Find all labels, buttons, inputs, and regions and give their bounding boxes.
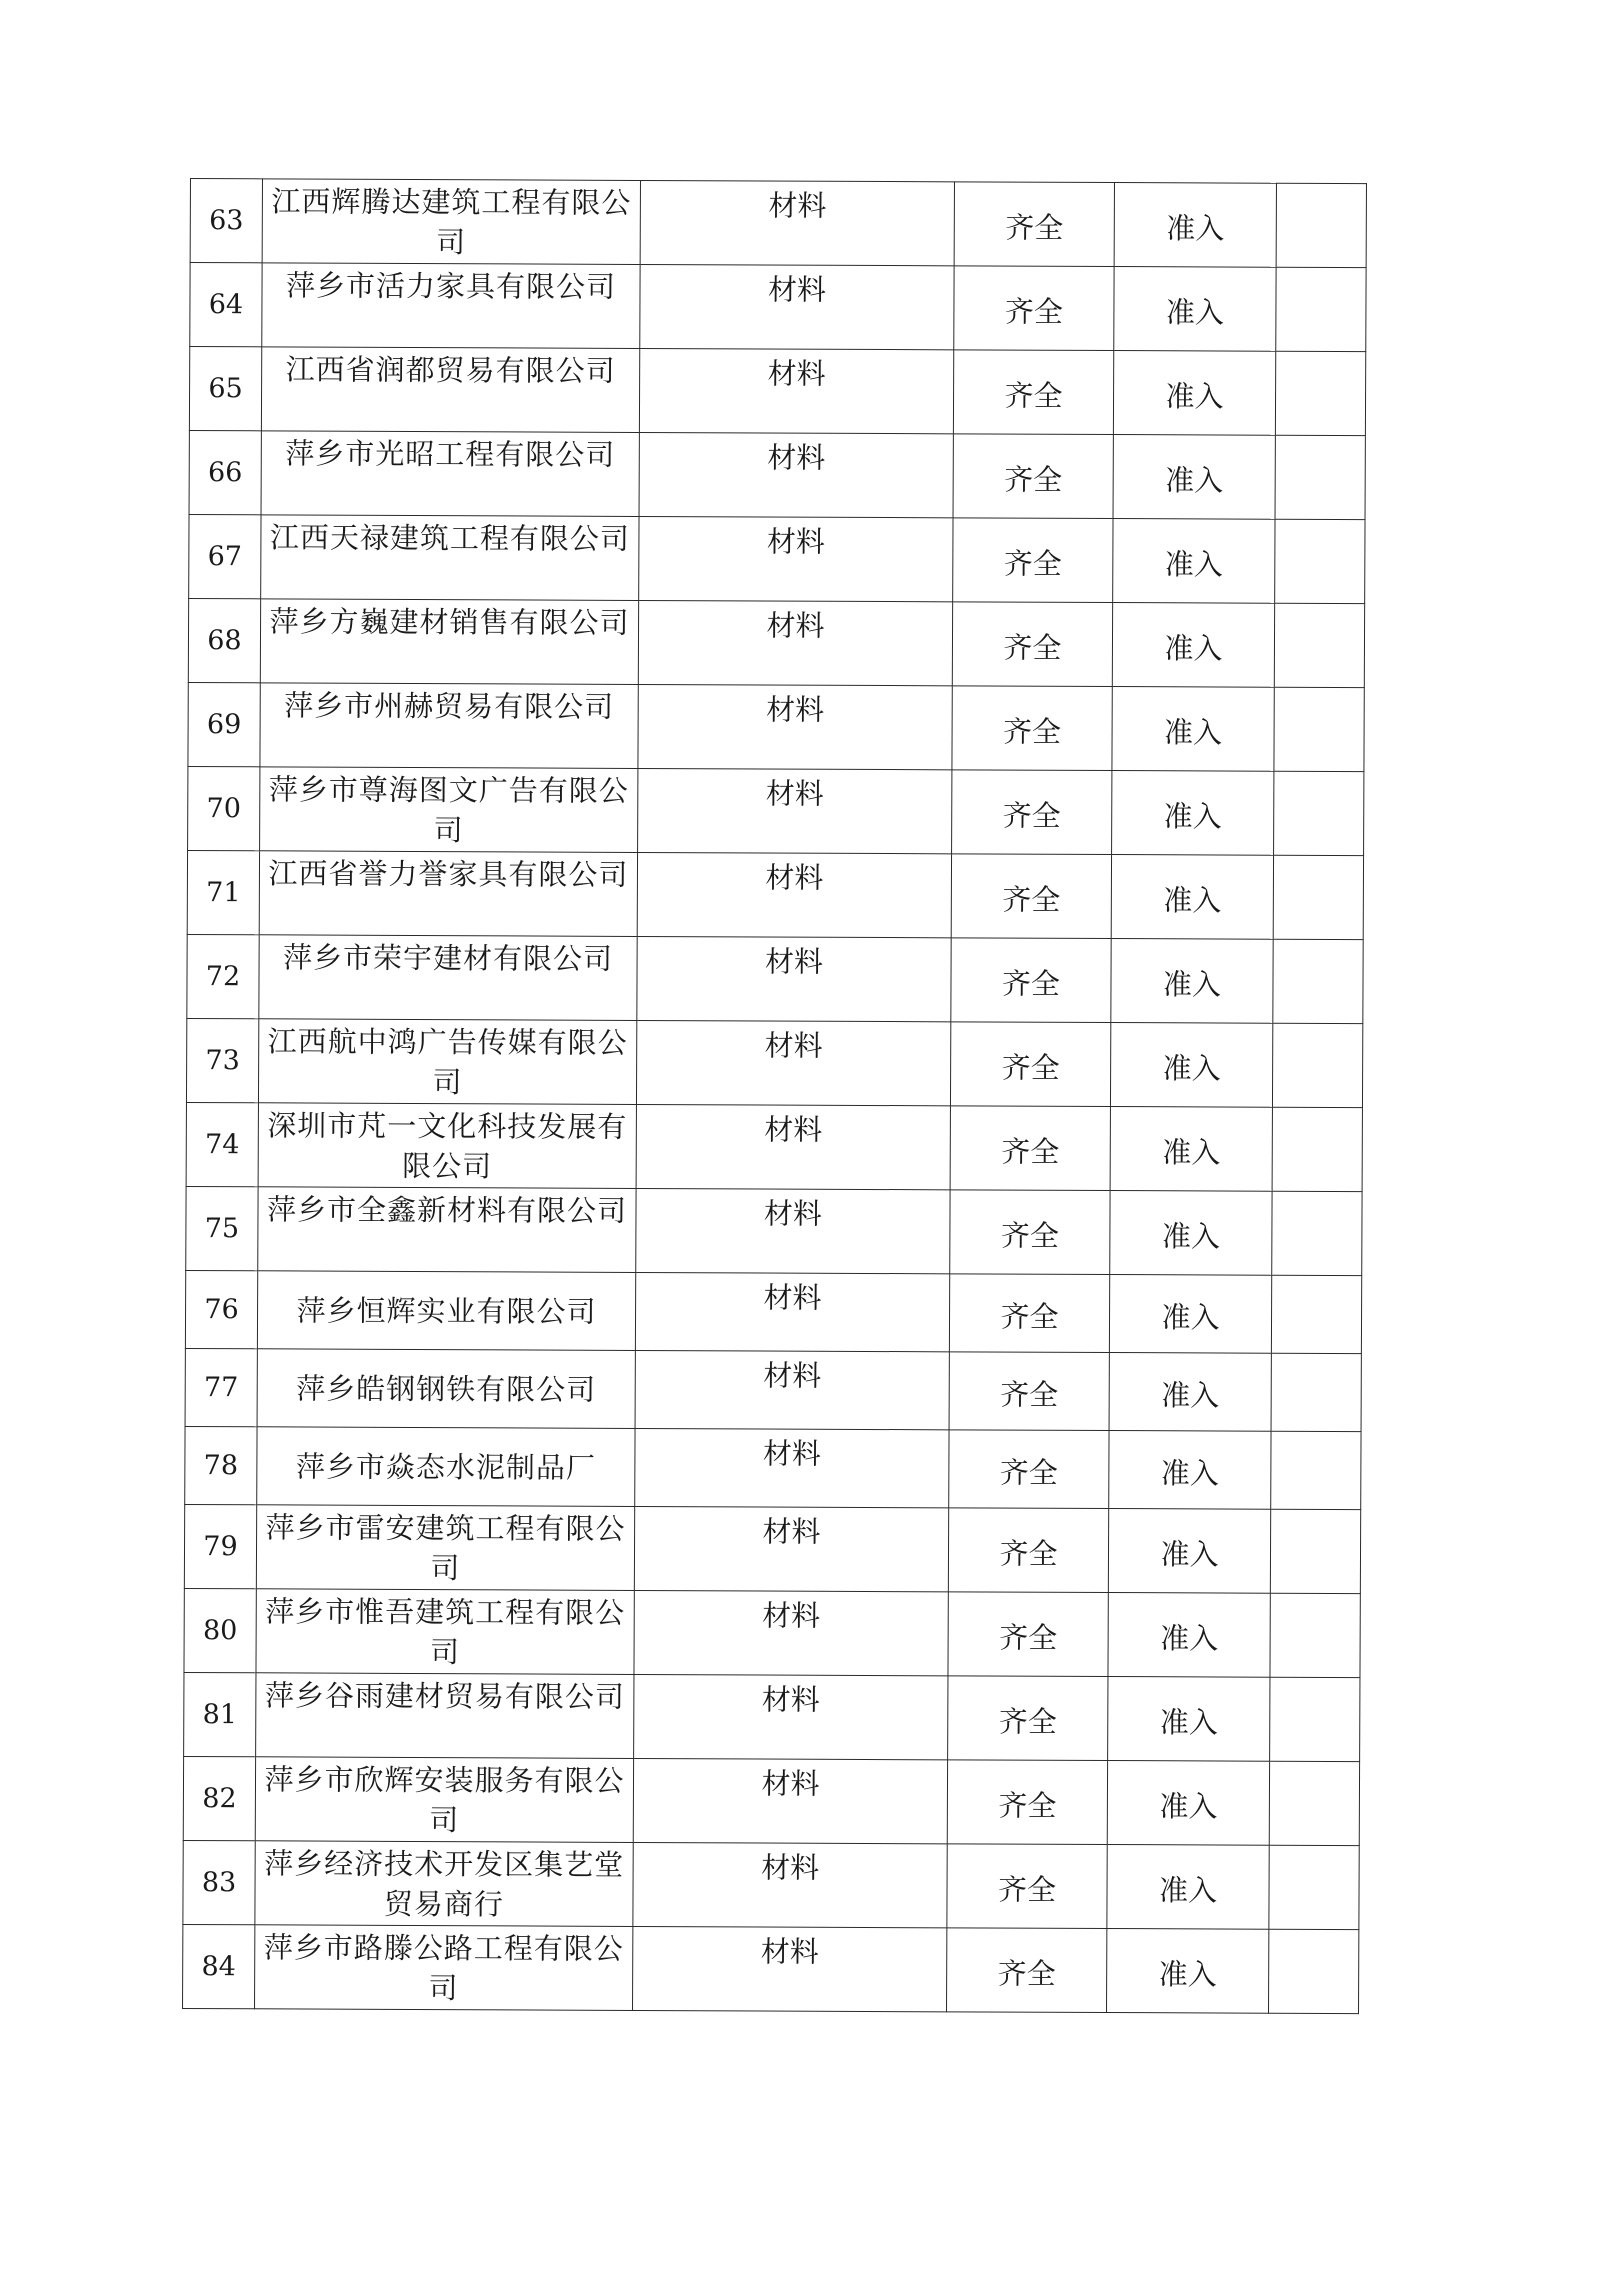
category: 材料: [639, 516, 953, 601]
admission-table: [182, 178, 1367, 2014]
company-name: 萍乡市光昭工程有限公司: [261, 431, 639, 517]
company-name: 萍乡恒辉实业有限公司: [257, 1271, 635, 1351]
documents-status: 齐全: [949, 1274, 1109, 1353]
remark: [1269, 1929, 1359, 2013]
table-row: [186, 1102, 1362, 1191]
admission-result: 准入: [1109, 1275, 1271, 1354]
table-row: [186, 1186, 1362, 1275]
table-row: [189, 347, 1365, 436]
row-number: 77: [185, 1348, 257, 1426]
category: 材料: [638, 600, 952, 685]
row-number: 71: [187, 850, 259, 934]
row-number: 74: [186, 1102, 258, 1186]
row-number: 73: [186, 1018, 258, 1102]
table-row: [188, 598, 1364, 687]
documents-status: 齐全: [952, 602, 1112, 687]
documents-status: 齐全: [950, 1190, 1110, 1275]
documents-status: 齐全: [952, 770, 1112, 855]
category: 材料: [636, 1104, 950, 1189]
table-row: [189, 514, 1365, 603]
company-name: 萍乡谷雨建材贸易有限公司: [256, 1673, 634, 1759]
company-name: 江西航中鸿广告传媒有限公司: [258, 1019, 636, 1105]
company-name: 萍乡市活力家具有限公司: [262, 263, 640, 349]
company-name: 萍乡经济技术开发区集艺堂贸易商行: [255, 1841, 633, 1927]
admission-result: 准入: [1112, 687, 1274, 772]
company-name: 江西天禄建筑工程有限公司: [261, 515, 639, 601]
table-row: [186, 1018, 1362, 1107]
table-row: [190, 179, 1366, 268]
company-name: 萍乡市焱态水泥制品厂: [257, 1427, 635, 1507]
category: 材料: [633, 1842, 947, 1927]
company-name: 萍乡市州赫贸易有限公司: [260, 683, 638, 769]
category: 材料: [639, 432, 953, 517]
remark: [1272, 1107, 1362, 1191]
remark: [1275, 351, 1365, 435]
documents-status: 齐全: [951, 938, 1111, 1023]
table-row: [185, 1270, 1361, 1353]
company-name: 萍乡皓钢钢铁有限公司: [257, 1349, 635, 1429]
admission-result: 准入: [1110, 1191, 1272, 1276]
remark: [1274, 603, 1364, 687]
admission-result: 准入: [1111, 939, 1273, 1024]
company-name: 萍乡市欣辉安装服务有限公司: [255, 1757, 633, 1843]
remark: [1271, 1353, 1361, 1431]
row-number: 82: [183, 1756, 255, 1840]
table-row: [190, 263, 1366, 352]
row-number: 63: [190, 179, 262, 263]
table-wrapper: [182, 178, 1366, 2014]
company-name: 深圳市芃一文化科技发展有限公司: [258, 1103, 636, 1189]
admission-result: 准入: [1113, 519, 1275, 604]
company-name: 江西省誉力誉家具有限公司: [259, 851, 637, 937]
company-name: 萍乡市全鑫新材料有限公司: [258, 1187, 636, 1273]
documents-status: 齐全: [953, 518, 1113, 603]
table-row: [183, 1840, 1359, 1929]
row-number: 69: [188, 682, 260, 766]
remark: [1269, 1845, 1359, 1929]
admission-result: 准入: [1108, 1593, 1270, 1678]
remark: [1272, 1191, 1362, 1275]
table-row: [188, 682, 1364, 771]
table-row: [187, 934, 1363, 1023]
admission-result: 准入: [1107, 1929, 1269, 2014]
documents-status: 齐全: [954, 182, 1114, 267]
documents-status: 齐全: [954, 266, 1114, 351]
remark: [1271, 1275, 1361, 1353]
table-row: [185, 1348, 1361, 1431]
remark: [1270, 1509, 1360, 1593]
admission-result: 准入: [1113, 351, 1275, 436]
remark: [1276, 183, 1366, 267]
row-number: 78: [185, 1426, 257, 1504]
row-number: 81: [184, 1672, 256, 1756]
documents-status: 齐全: [949, 1352, 1109, 1431]
row-number: 76: [185, 1270, 257, 1348]
admission-result: 准入: [1111, 855, 1273, 940]
documents-status: 齐全: [947, 1928, 1107, 2013]
admission-result: 准入: [1107, 1761, 1269, 1846]
admission-result: 准入: [1114, 183, 1276, 268]
category: 材料: [634, 1674, 948, 1759]
company-name: 萍乡市惟吾建筑工程有限公司: [256, 1589, 634, 1675]
admission-result: 准入: [1112, 771, 1274, 856]
remark: [1273, 855, 1363, 939]
admission-result: 准入: [1108, 1509, 1270, 1594]
category: 材料: [636, 1020, 950, 1105]
remark: [1275, 435, 1365, 519]
remark: [1276, 267, 1366, 351]
remark: [1273, 939, 1363, 1023]
documents-status: 齐全: [953, 434, 1113, 519]
category: 材料: [638, 684, 952, 769]
admission-result: 准入: [1113, 435, 1275, 520]
row-number: 80: [184, 1588, 256, 1672]
documents-status: 齐全: [948, 1592, 1108, 1677]
row-number: 67: [189, 514, 261, 598]
category: 材料: [637, 936, 951, 1021]
table-row: [183, 1924, 1359, 2013]
remark: [1275, 519, 1365, 603]
admission-result: 准入: [1109, 1431, 1271, 1510]
company-name: 萍乡市雷安建筑工程有限公司: [256, 1505, 634, 1591]
company-name: 江西辉腾达建筑工程有限公司: [262, 179, 640, 265]
table-row: [189, 430, 1365, 519]
admission-result: 准入: [1108, 1677, 1270, 1762]
documents-status: 齐全: [947, 1844, 1107, 1929]
category: 材料: [633, 1926, 947, 2011]
category: 材料: [637, 852, 951, 937]
table-row: [184, 1588, 1360, 1677]
category: 材料: [634, 1590, 948, 1675]
table-row: [185, 1426, 1361, 1509]
company-name: 江西省润都贸易有限公司: [261, 347, 639, 433]
table-row: [188, 766, 1364, 855]
category: 材料: [634, 1506, 948, 1591]
admission-result: 准入: [1109, 1353, 1271, 1432]
row-number: 72: [187, 934, 259, 1018]
row-number: 83: [183, 1840, 255, 1924]
row-number: 70: [188, 766, 260, 850]
category: 材料: [635, 1428, 949, 1507]
row-number: 75: [186, 1186, 258, 1270]
admission-result: 准入: [1112, 603, 1274, 688]
row-number: 64: [190, 263, 262, 347]
admission-result: 准入: [1110, 1023, 1272, 1108]
documents-status: 齐全: [949, 1430, 1109, 1509]
remark: [1274, 771, 1364, 855]
remark: [1269, 1761, 1359, 1845]
company-name: 萍乡市路滕公路工程有限公司: [255, 1925, 633, 2011]
table-row: [184, 1504, 1360, 1593]
remark: [1271, 1431, 1361, 1509]
company-name: 萍乡市荣宇建材有限公司: [259, 935, 637, 1021]
documents-status: 齐全: [948, 1508, 1108, 1593]
documents-status: 齐全: [951, 854, 1111, 939]
remark: [1272, 1023, 1362, 1107]
row-number: 65: [189, 347, 261, 431]
documents-status: 齐全: [948, 1676, 1108, 1761]
row-number: 68: [188, 598, 260, 682]
row-number: 66: [189, 430, 261, 514]
admission-result: 准入: [1110, 1107, 1272, 1192]
remark: [1274, 687, 1364, 771]
documents-status: 齐全: [947, 1760, 1107, 1845]
remark: [1270, 1677, 1360, 1761]
row-number: 84: [183, 1924, 255, 2008]
category: 材料: [639, 348, 953, 433]
table-row: [184, 1672, 1360, 1761]
admission-result: 准入: [1114, 267, 1276, 352]
table-row: [187, 850, 1363, 939]
company-name: 萍乡方巍建材销售有限公司: [260, 599, 638, 685]
category: 材料: [640, 264, 954, 349]
category: 材料: [636, 1188, 950, 1273]
category: 材料: [633, 1758, 947, 1843]
category: 材料: [635, 1272, 949, 1351]
category: 材料: [640, 180, 954, 265]
company-name: 萍乡市尊海图文广告有限公司: [260, 767, 638, 853]
documents-status: 齐全: [953, 350, 1113, 435]
documents-status: 齐全: [952, 686, 1112, 771]
documents-status: 齐全: [950, 1106, 1110, 1191]
table-body: [183, 179, 1367, 2014]
documents-status: 齐全: [950, 1022, 1110, 1107]
row-number: 79: [184, 1504, 256, 1588]
remark: [1270, 1593, 1360, 1677]
category: 材料: [635, 1350, 949, 1429]
category: 材料: [638, 768, 952, 853]
table-row: [183, 1756, 1359, 1845]
admission-result: 准入: [1107, 1845, 1269, 1930]
